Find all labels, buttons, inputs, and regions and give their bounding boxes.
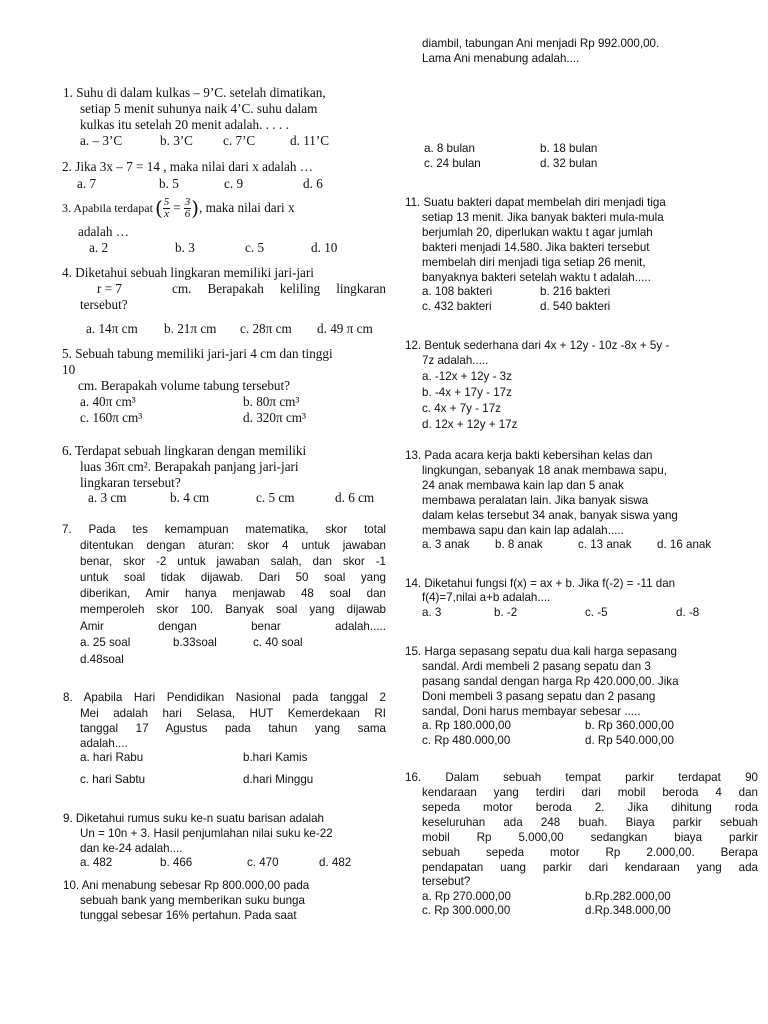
fraction-numerator: 3 (184, 195, 191, 208)
option-c: c. Rp 300.000,00 (422, 904, 511, 917)
fraction (163, 197, 171, 220)
question-16-text: sepeda motor beroda 2. Jika dihitung roda (422, 801, 758, 814)
question-5-line: 10 (62, 362, 76, 377)
question-12-line: 7z adalah..... (422, 354, 489, 367)
fraction-denominator: 6 (184, 207, 191, 220)
option-a: a. 2 (89, 240, 109, 255)
question-1-line: setiap 5 menit suhunya naik 4’C. suhu dalam (80, 101, 318, 116)
question-11-line: 11. Suatu bakteri dapat membelah diri menjadi tiga (405, 196, 666, 209)
option-d: d. 320π cm³ (243, 410, 306, 425)
question-11-line: membelah diri menjadi tiga setiap 26 menit, (422, 256, 646, 269)
option-b: b. 21π cm (164, 321, 217, 336)
question-11-line: berjumlah 20, diperlukan waktu t agar jumlah (422, 226, 653, 239)
option-c: c. 24 bulan (424, 157, 481, 170)
question-7-text: ditentukan dengan aturan: skor 4 untuk jawaban (80, 539, 386, 552)
option-c: c. 432 bakteri (422, 300, 492, 313)
question-10-line: tunggal sebesar 16% pertahun. Pada saat (80, 909, 297, 922)
question-13-line: dalam kelas tersebut 34 anak, banyak siswa yang (422, 509, 678, 522)
question-16-line (405, 770, 758, 785)
option-b: b.Rp.282.000,00 (585, 890, 671, 903)
question-5-line: cm. Berapakah volume tabung tersebut? (78, 378, 291, 393)
fraction (184, 197, 192, 220)
question-3-line (62, 193, 295, 223)
question-8-line (80, 706, 386, 721)
question-7-line (80, 554, 386, 569)
question-12-line: 12. Bentuk sederhana dari 4x + 12y - 10z -8x + 5y - (405, 339, 670, 352)
option-a: a. 108 bakteri (422, 285, 493, 298)
question-13-line: membawa sapu dan kain lap adalah..... (422, 524, 624, 537)
option-d: d. 540 bakteri (540, 300, 611, 313)
question-7-line (62, 522, 386, 537)
option-b: b. 80π cm³ (243, 394, 300, 409)
question-10-line: sebuah bank yang memberikan suku bunga (80, 894, 305, 907)
question-10-line: 10. Ani menabung sebesar Rp 800.000,00 pada (63, 879, 310, 892)
close-paren-glyph: ) (191, 195, 200, 220)
question-7-text: diberikan, Amir hanya menjawab 48 soal dan (80, 587, 386, 600)
option-a: a. -12x + 12y - 3z (422, 370, 512, 383)
option-b: b. 3’C (160, 133, 193, 148)
option-c: c. 470 (247, 856, 279, 869)
question-13-line: 13. Pada acara kerja bakti kebersihan kelas dan (405, 449, 653, 462)
question-4-line (172, 281, 386, 297)
question-8-line (63, 690, 386, 705)
question-15-line: sandal, Doni harus membayar sebesar ..... (422, 705, 641, 718)
question-7-text: benar, skor -2 untuk jawaban salah, dan skor -1 (80, 555, 386, 568)
option-b: b. 8 anak (495, 538, 543, 551)
option-d: d. 49 π cm (317, 321, 373, 336)
question-10-line: diambil, tabungan Ani menjadi Rp 992.000,00. (422, 37, 660, 50)
question-7-line (80, 586, 386, 601)
question-16-text: 16. Dalam sebuah tempat parkir terdapat 90 (405, 771, 758, 784)
option-c: c. 7’C (223, 133, 256, 148)
option-c: c. 5 cm (256, 490, 295, 505)
option-a: a. 8 bulan (424, 142, 475, 155)
option-c: c. 28π cm (240, 321, 292, 336)
option-a: a. – 3’C (80, 133, 123, 148)
option-c: c. 4x + 7y - 17z (422, 402, 501, 415)
option-d: d. 11’C (290, 133, 330, 148)
question-8-line (80, 721, 386, 736)
option-d: d. -8 (676, 606, 700, 619)
question-3-text: , maka nilai dari x (199, 199, 295, 215)
option-d: d.Rp.348.000,00 (585, 904, 671, 917)
option-a: a. hari Rabu (80, 751, 144, 764)
option-c: c. -5 (585, 606, 608, 619)
question-7-text: Amir dengan benar adalah..... (80, 620, 386, 633)
question-16-text: mobil Rp 5.000,00 sedangkan biaya parkir (422, 831, 758, 844)
option-d: d. 6 cm (335, 490, 375, 505)
question-7-line (80, 602, 386, 617)
question-3-text: 3. Apabila terdapat (62, 200, 153, 215)
question-13-line: lingkungan, sebanyak 18 anak membawa sapu, (422, 464, 667, 477)
question-4-line: tersebut? (80, 297, 128, 312)
question-16-text: pendapatan uang parkir dari kendaraan yang ada (422, 861, 758, 874)
option-c: c. 5 (245, 240, 265, 255)
question-16-line: tersebut? (422, 875, 471, 888)
option-c: c. 160π cm³ (80, 410, 143, 425)
equals-sign: = (173, 199, 181, 215)
question-8-text: 8. Apabila Hari Pendidikan Nasional pada tanggal 2 (63, 691, 386, 704)
option-d: d. 16 anak (657, 538, 712, 551)
option-a: a. 40π cm³ (80, 394, 136, 409)
question-16-text: sebuah sepeda motor Rp 2.000,00. Berapa (422, 846, 758, 859)
question-9-line: dan ke-24 adalah.... (80, 842, 183, 855)
question-11-line: banyaknya bakteri setelah waktu t adalah..... (422, 271, 651, 284)
option-b: b.33soal (173, 636, 217, 649)
option-c: c. hari Sabtu (80, 773, 146, 786)
option-c: c. 40 soal (253, 636, 303, 649)
question-1-line: kulkas itu setelah 20 menit adalah. . . . . (80, 117, 289, 132)
question-4-line: r = 7 (97, 281, 123, 296)
question-16-text: kendaraan yang terdiri dari mobil beroda 4 dan (422, 786, 758, 799)
option-d: d. 32 bulan (540, 157, 598, 170)
option-d: d. 482 (319, 856, 352, 869)
option-b: b. 216 bakteri (540, 285, 611, 298)
option-d: d.48soal (80, 653, 124, 666)
option-a: a. 3 anak (422, 538, 470, 551)
question-13-line: membawa peralatan lain. Jika banyak siswa (422, 494, 649, 507)
question-15-line: pasang sandal dengan harga Rp 420.000,00. Jika (422, 675, 679, 688)
question-7-line (80, 619, 386, 634)
option-c: c. 9 (224, 176, 244, 191)
question-6-line: lingkaran tersebut? (80, 475, 181, 490)
question-16-text: keseluruhan ada 248 buah. Biaya parkir sebuah (422, 816, 758, 829)
option-a: a. Rp 270.000,00 (422, 890, 511, 903)
question-3-line: adalah … (78, 224, 129, 239)
option-b: b. 3 (175, 240, 195, 255)
option-c: c. 13 anak (578, 538, 632, 551)
question-9-line: 9. Diketahui rumus suku ke-n suatu barisan adalah (63, 812, 325, 825)
option-b: b.hari Kamis (243, 751, 308, 764)
question-11-line: bakteri menjadi 14.580. Jika bakteri tersebut (422, 241, 650, 254)
option-a: a. Rp 180.000,00 (422, 719, 511, 732)
question-14-line: f(4)=7,nilai a+b adalah.... (422, 591, 551, 604)
fraction-numerator: 5 (163, 195, 170, 208)
question-16-line (422, 845, 758, 860)
question-7-text: memperoleh skor 100. Banyak soal yang dijawab (80, 603, 386, 616)
question-6-line: luas 36π cm². Berapakah panjang jari-jari (80, 459, 299, 474)
question-7-text: untuk soal tidak dijawab. Dari 50 soal yang (80, 571, 386, 584)
question-16-line (422, 815, 758, 830)
question-16-line (422, 785, 758, 800)
option-d: d. 12x + 12y + 17z (422, 418, 518, 431)
option-a: a. 7 (77, 176, 97, 191)
option-b: b. 466 (160, 856, 193, 869)
option-b: b. Rp 360.000,00 (585, 719, 674, 732)
question-15-line: Doni membeli 3 pasang sepatu dan 2 pasang (422, 690, 656, 703)
option-d: d.hari Minggu (243, 773, 314, 786)
open-paren-glyph: ( (154, 195, 163, 220)
question-13-line: 24 anak membawa kain lap dan 5 anak (422, 479, 624, 492)
question-2-line: 2. Jika 3x – 7 = 14 , maka nilai dari x adalah … (62, 159, 313, 174)
question-4-line: 4. Diketahui sebuah lingkaran memiliki jari-jari (62, 265, 314, 280)
question-8-text: tanggal 17 Agustus pada tahun yang sama (80, 722, 386, 735)
option-c: c. Rp 480.000,00 (422, 734, 511, 747)
question-16-line (422, 860, 758, 875)
question-11-line: setiap 13 menit. Jika banyak bakteri mula-mula (422, 211, 664, 224)
question-7-line (80, 570, 386, 585)
question-8-text: Mei adalah hari Selasa, HUT Kemerdekaan RI (80, 707, 386, 720)
question-16-line (422, 830, 758, 845)
question-1-line: 1. Suhu di dalam kulkas – 9’C. setelah dimatikan, (63, 85, 326, 100)
question-8-line: adalah.... (80, 737, 128, 750)
question-10-line: Lama Ani menabung adalah.... (422, 52, 580, 65)
question-14-line: 14. Diketahui fungsi f(x) = ax + b. Jika f(-2) = -11 dan (405, 577, 676, 590)
option-d: d. 6 (303, 176, 323, 191)
question-4-text: cm. Berapakah keliling lingkaran (172, 281, 386, 296)
question-7-text: 7. Pada tes kemampuan matematika, skor total (62, 523, 386, 536)
option-d: d. Rp 540.000,00 (585, 734, 674, 747)
option-a: a. 482 (80, 856, 113, 869)
option-b: b. 5 (159, 176, 179, 191)
option-b: b. -4x + 17y - 17z (422, 386, 512, 399)
question-15-line: sandal. Ardi membeli 2 pasang sepatu dan 3 (422, 660, 651, 673)
option-a: a. 3 cm (88, 490, 127, 505)
question-7-line (80, 538, 386, 553)
question-6-line: 6. Terdapat sebuah lingkaran dengan memiliki (62, 443, 307, 458)
option-b: b. 18 bulan (540, 142, 598, 155)
fraction-denominator: x (164, 207, 169, 220)
option-d: d. 10 (311, 240, 338, 255)
option-a: a. 25 soal (80, 636, 131, 649)
option-b: b. -2 (494, 606, 518, 619)
question-5-line: 5. Sebuah tabung memiliki jari-jari 4 cm dan tinggi (62, 346, 333, 361)
question-15-line: 15. Harga sepasang sepatu dua kali harga sepasang (405, 645, 678, 658)
question-16-line (422, 800, 758, 815)
option-b: b. 4 cm (170, 490, 210, 505)
option-a: a. 14π cm (86, 321, 138, 336)
option-a: a. 3 (422, 606, 442, 619)
question-9-line: Un = 10n + 3. Hasil penjumlahan nilai suku ke-22 (80, 827, 333, 840)
